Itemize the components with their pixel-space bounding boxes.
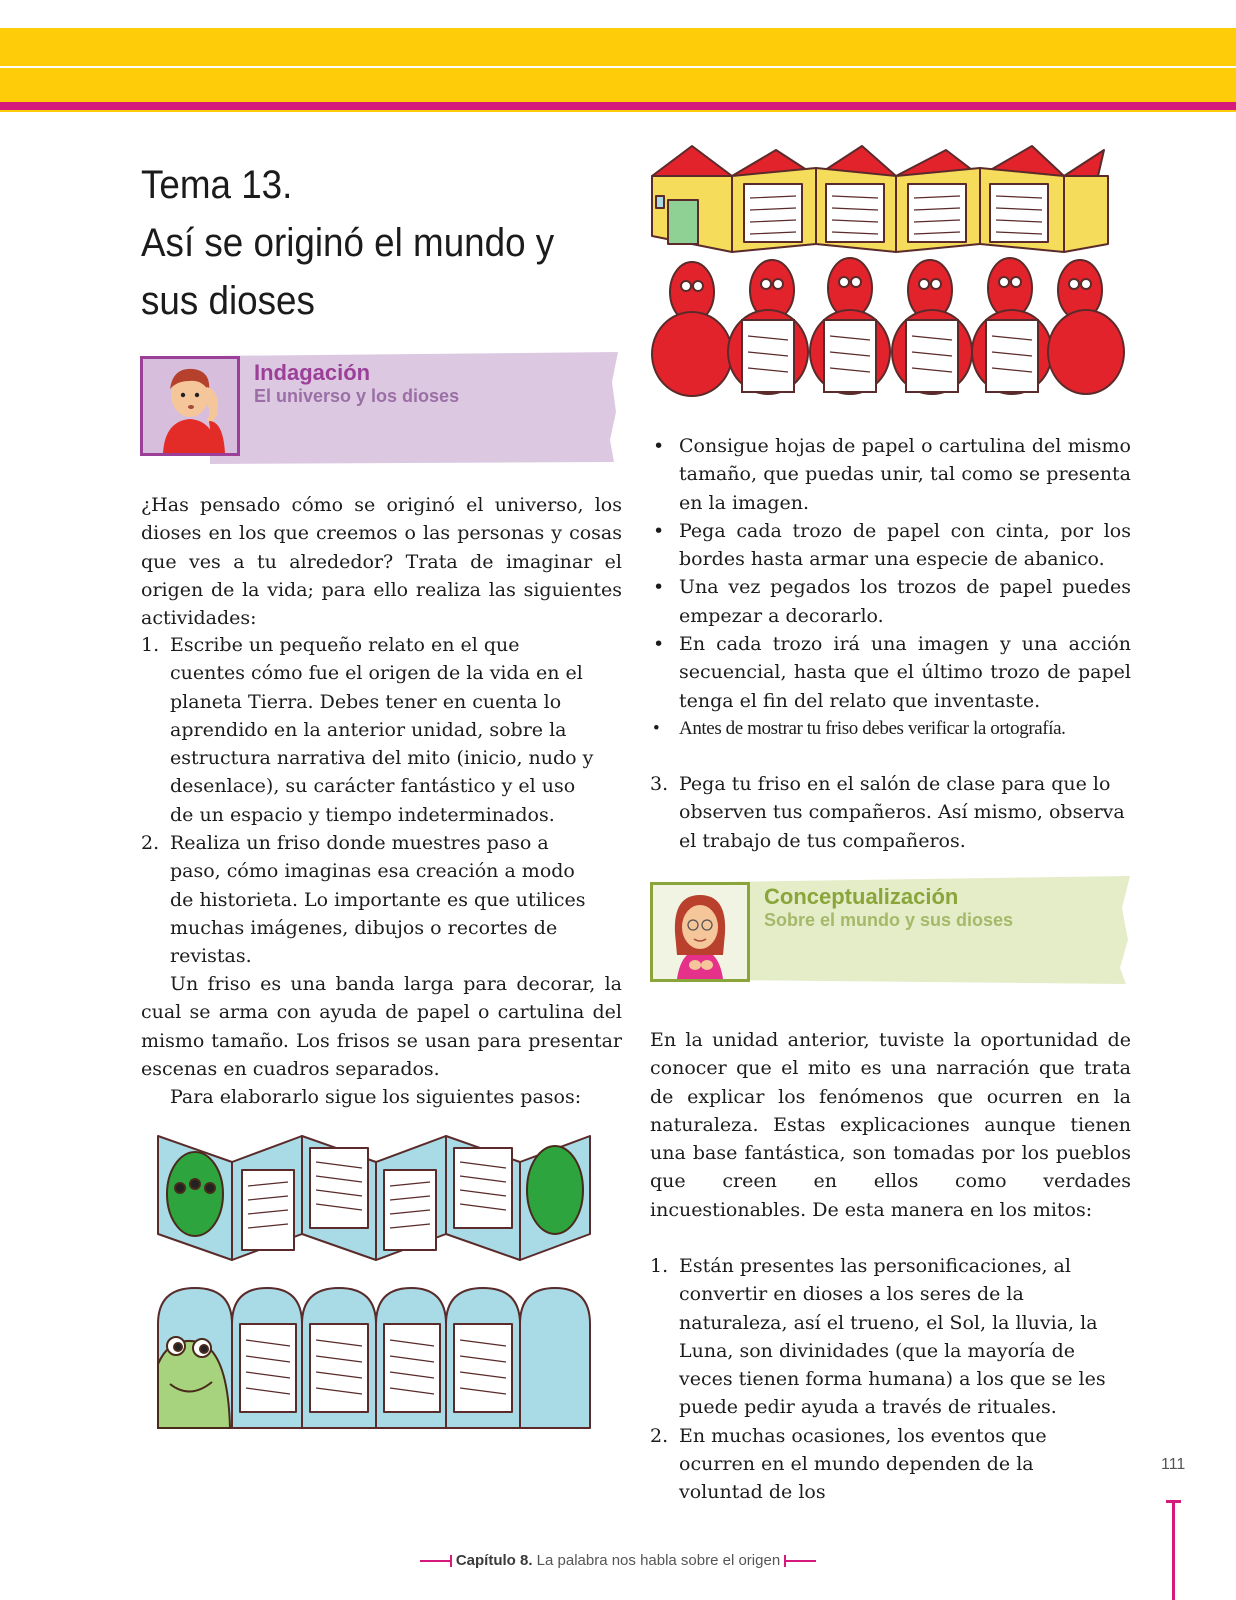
mitos-item-1-text: Están presentes las personificaciones, al convertir en dioses a los seres de la naturaleza, así el trueno, el Sol, la lluvia, la Luna, son divinidades (que la mayoría de veces tienen forma humana) a los que se les puede pedir ayuda a través de rituales. [679, 1255, 1106, 1419]
house-panel [1064, 176, 1108, 252]
indagacion-header [140, 352, 622, 464]
activity-step-1-number: 1. [141, 634, 160, 656]
side-rule [1172, 1500, 1175, 1600]
bullet-dot: • [653, 435, 665, 457]
red-creature [652, 262, 732, 396]
footer [0, 1552, 1236, 1569]
mitos-item-1-number: 1. [650, 1255, 669, 1277]
frieze-illustration-faces [150, 1128, 610, 1448]
title-line-2: Así se originó el mundo y [141, 221, 555, 265]
activity-step-3-text: Pega tu friso en el salón de clase para que lo observen tus compañeros. Así mismo, observa el trabajo de tus compañeros. [679, 773, 1125, 852]
bullet-item-5 [650, 715, 1131, 743]
red-creature [1048, 260, 1124, 394]
mitos-characteristics [650, 1252, 1110, 1507]
pasos-intro: Para elaborarlo sigue los siguientes pasos: [170, 1086, 582, 1108]
friso-definition: Un friso es una banda larga para decorar, la cual se arma con ayuda de papel o cartulina del mismo tamaño. Los frisos se usan para presentar escenas en cuadros separados. [141, 973, 622, 1080]
girl-teacher-avatar [653, 885, 747, 979]
alien-face [167, 1152, 223, 1236]
conceptualizacion-subtitle: Sobre el mundo y sus dioses [764, 910, 1014, 930]
conceptualizacion-avatar-frame [650, 882, 750, 982]
red-creature [972, 258, 1052, 394]
top-band-divider [0, 66, 1236, 68]
footer-left-bar [420, 1560, 452, 1562]
frieze-illustration-houses [650, 140, 1130, 410]
instructions-bullets [650, 432, 1131, 743]
bullet-dot: • [653, 633, 665, 656]
red-creature [810, 258, 890, 394]
activity-step-2-text: Realiza un friso donde muestres paso a paso, cómo imaginas esa creación a modo de historieta. Lo importante es que utilices muchas imágenes, dibujos o recortes de revistas. [170, 832, 586, 968]
bullet-item-2 [650, 517, 1131, 574]
bullet-item-5-text: Antes de mostrar tu friso debes verificar la ortografía. [679, 717, 1066, 739]
bullet-dot: • [653, 519, 665, 542]
activity-step-2 [141, 829, 596, 970]
activity-steps [141, 631, 596, 971]
conceptualizacion-title: Conceptualización [764, 884, 959, 909]
bullet-item-2-text: Pega cada trozo de papel con cinta, por los bordes hasta armar una especie de abanico. [679, 519, 1131, 571]
arch-panel [520, 1288, 590, 1428]
indagacion-subtitle: El universo y los dioses [254, 386, 460, 406]
conceptualizacion-header [650, 876, 1132, 988]
red-creature [892, 260, 972, 394]
bullet-item-1 [650, 432, 1131, 517]
mitos-item-1 [650, 1252, 1110, 1422]
indagacion-title: Indagación [254, 360, 371, 385]
concept-paragraph: En la unidad anterior, tuviste la oportunidad de conocer que el mito es una narración que trata de explicar los fenómenos que ocurren en la naturaleza. Estas explicaciones aunque tienen una base fantástica, son tomadas por los pueblos que creen en ellos como verdades incuestionables. De esta manera en los mitos: [650, 1029, 1131, 1221]
red-creature [728, 260, 808, 394]
footer-chapter: Capítulo 8. [455, 1552, 533, 1569]
bullet-dot: • [653, 576, 665, 599]
page-title [141, 156, 583, 330]
title-line-3: sus dioses [141, 279, 315, 323]
mitos-item-2 [650, 1422, 1110, 1507]
mitos-item-2-number: 2. [650, 1424, 669, 1447]
page-number: 111 [1161, 1456, 1186, 1473]
bullet-item-3 [650, 573, 1131, 630]
intro-paragraph: ¿Has pensado cómo se originó el universo, los dioses en los que creemos o las personas y cosas que ves a tu alrededor? Trata de imaginar el origen de la vida; para ello realiza las siguientes actividades: [141, 494, 622, 630]
activity-step-1 [141, 631, 596, 829]
boy-thinking-avatar [143, 359, 237, 453]
bullet-item-4-text: En cada trozo irá una imagen y una acción secuencial, hasta que el último trozo de papel tenga el fin del relato que inventaste. [679, 633, 1131, 712]
activity-step-2-number: 2. [141, 832, 160, 855]
activity-step-3-item [650, 770, 1131, 855]
bullet-item-3-text: Una vez pegados los trozos de papel puedes empezar a decorarlo. [679, 576, 1131, 627]
green-oval-face [527, 1146, 583, 1234]
indagacion-avatar-frame [140, 356, 240, 456]
top-color-band [0, 28, 1236, 112]
activity-step-1-text: Escribe un pequeño relato en el que cuentes cómo fue el origen de la vida en el planeta Tierra. Debes tener en cuenta lo aprendido en la anterior unidad, sobre la estructura narrativa del mito (inicio, nudo y desenlace), su carácter fantástico y el uso de un espacio y tiempo indeterminados. [170, 634, 594, 826]
bullet-item-1-text: Consigue hojas de papel o cartulina del mismo tamaño, que puedas unir, tal como se presenta en la imagen. [679, 435, 1131, 514]
title-line-1: Tema 13. [141, 163, 293, 207]
bullet-item-4 [650, 630, 1131, 715]
footer-chapter-title: La palabra nos habla sobre el origen [536, 1552, 781, 1569]
top-band-magenta-stripe [0, 102, 1236, 110]
footer-right-bar [784, 1560, 816, 1562]
side-rule-cap [1166, 1500, 1181, 1503]
mitos-item-2-text: En muchas ocasiones, los eventos que ocurren en el mundo dependen de la voluntad de los [679, 1424, 1047, 1504]
bullet-dot: • [653, 717, 660, 739]
activity-step-3-number: 3. [650, 773, 669, 795]
activity-step-3 [650, 770, 1131, 855]
